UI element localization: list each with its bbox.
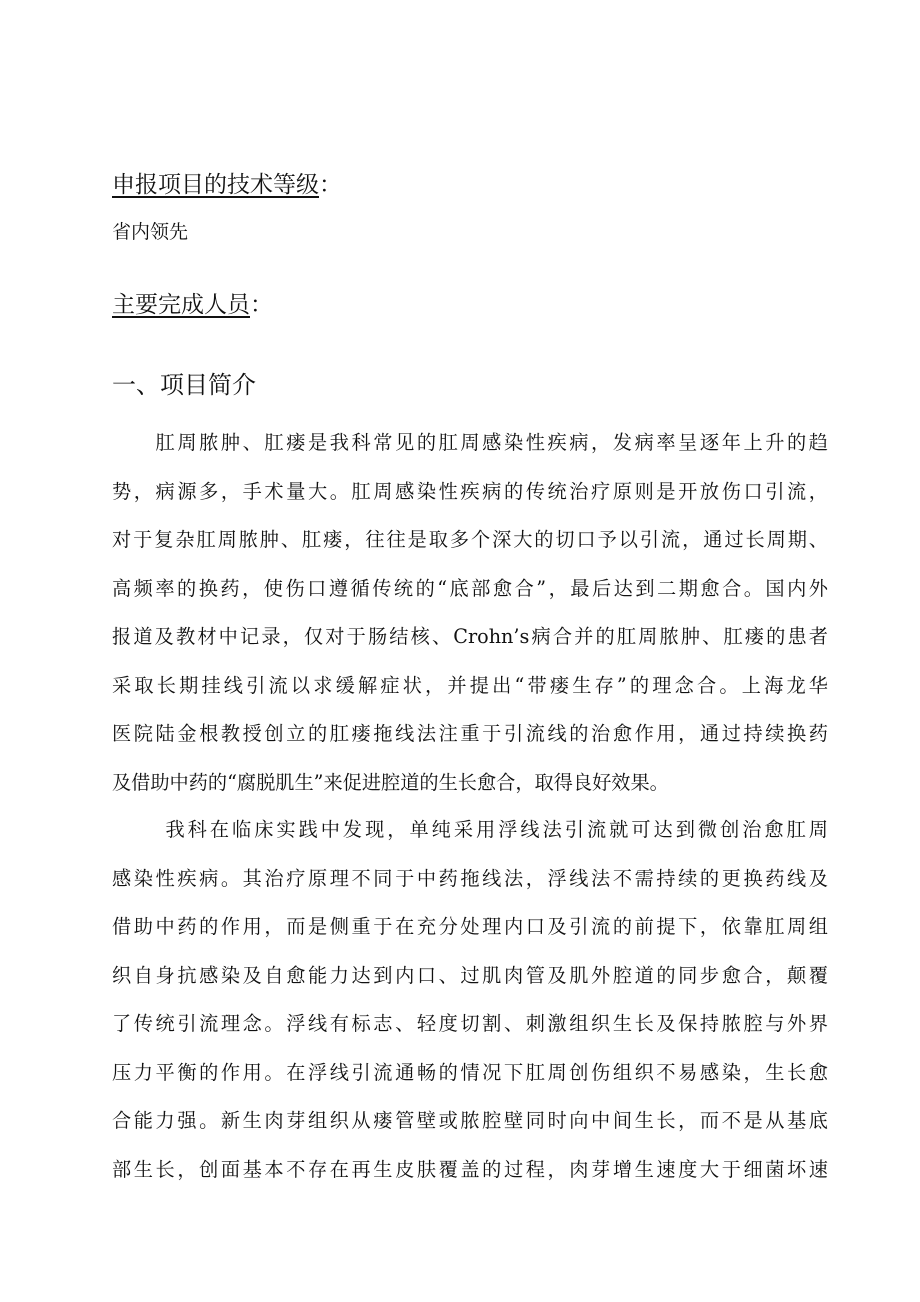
tech-level-heading bbox=[112, 170, 342, 200]
paragraph-line: 部生长，创面基本不存在再生皮肤覆盖的过程，肉芽增生速度大于细菌坏速 bbox=[112, 1157, 828, 1181]
paragraph-line: 合能力强。新生肉芽组织从瘘管壁或脓腔壁同时向中间生长，而不是从基底 bbox=[112, 1109, 828, 1132]
paragraph-line: 采取长期挂线引流以求缓解症状，并提出“带瘘生存”的理念合。上海龙华 bbox=[112, 673, 828, 697]
paragraph-line: 我科在临床实践中发现，单纯采用浮线法引流就可达到微创治愈肛周 bbox=[112, 818, 828, 841]
tech-level-heading-text: 申报项目的技术等级 bbox=[112, 172, 319, 198]
paragraph-line: 医院陆金根教授创立的肛瘘拖线法注重于引流线的治愈作用，通过持续换药 bbox=[112, 722, 828, 745]
paragraph-line: 报道及教材中记录，仅对于肠结核、Crohn’s病合并的肛周脓肿、肛瘘的患者 bbox=[112, 625, 828, 648]
main-people-heading-text: 主要完成人员 bbox=[112, 292, 250, 318]
tech-level-value: 省内领先 bbox=[112, 221, 189, 243]
paragraph-line: 感染性疾病。其治疗原理不同于中药拖线法，浮线法不需持续的更换药线及 bbox=[112, 866, 828, 890]
main-people-heading bbox=[112, 290, 273, 320]
paragraph-line: 对于复杂肛周脓肿、肛瘘，往往是取多个深大的切口予以引流，通过长周期、 bbox=[112, 528, 828, 551]
paragraph-line: 势，病源多，手术量大。肛周感染性疾病的传统治疗原则是开放伤口引流， bbox=[112, 479, 828, 503]
intro-paragraph-1 bbox=[112, 419, 828, 807]
paragraph-line: 借助中药的作用，而是侧重于在充分处理内口及引流的前提下，依靠肛周组 bbox=[112, 915, 828, 938]
paragraph-line: 了传统引流理念。浮线有标志、轻度切割、刺激组织生长及保持脓腔与外界 bbox=[112, 1012, 828, 1035]
paragraph-line: 织自身抗感染及自愈能力达到内口、过肌肉管及肌外腔道的同步愈合，颠覆 bbox=[112, 963, 828, 987]
paragraph-line: 肛周脓肿、肛瘘是我科常见的肛周感染性疾病，发病率呈逐年上升的趋 bbox=[112, 431, 828, 454]
main-people-heading-colon: ： bbox=[250, 292, 273, 318]
tech-level-heading-colon: ： bbox=[319, 172, 342, 198]
section-intro-heading: 一、项目简介 bbox=[112, 371, 256, 399]
intro-paragraph-2 bbox=[112, 806, 828, 1194]
paragraph-line: 压力平衡的作用。在浮线引流通畅的情况下肛周创伤组织不易感染，生长愈 bbox=[112, 1060, 828, 1084]
paragraph-line: 及借助中药的“腐脱肌生”来促进腔道的生长愈合，取得良好效果。 bbox=[112, 770, 669, 794]
paragraph-line: 高频率的换药，使伤口遵循传统的“底部愈合”，最后达到二期愈合。国内外 bbox=[112, 576, 828, 600]
